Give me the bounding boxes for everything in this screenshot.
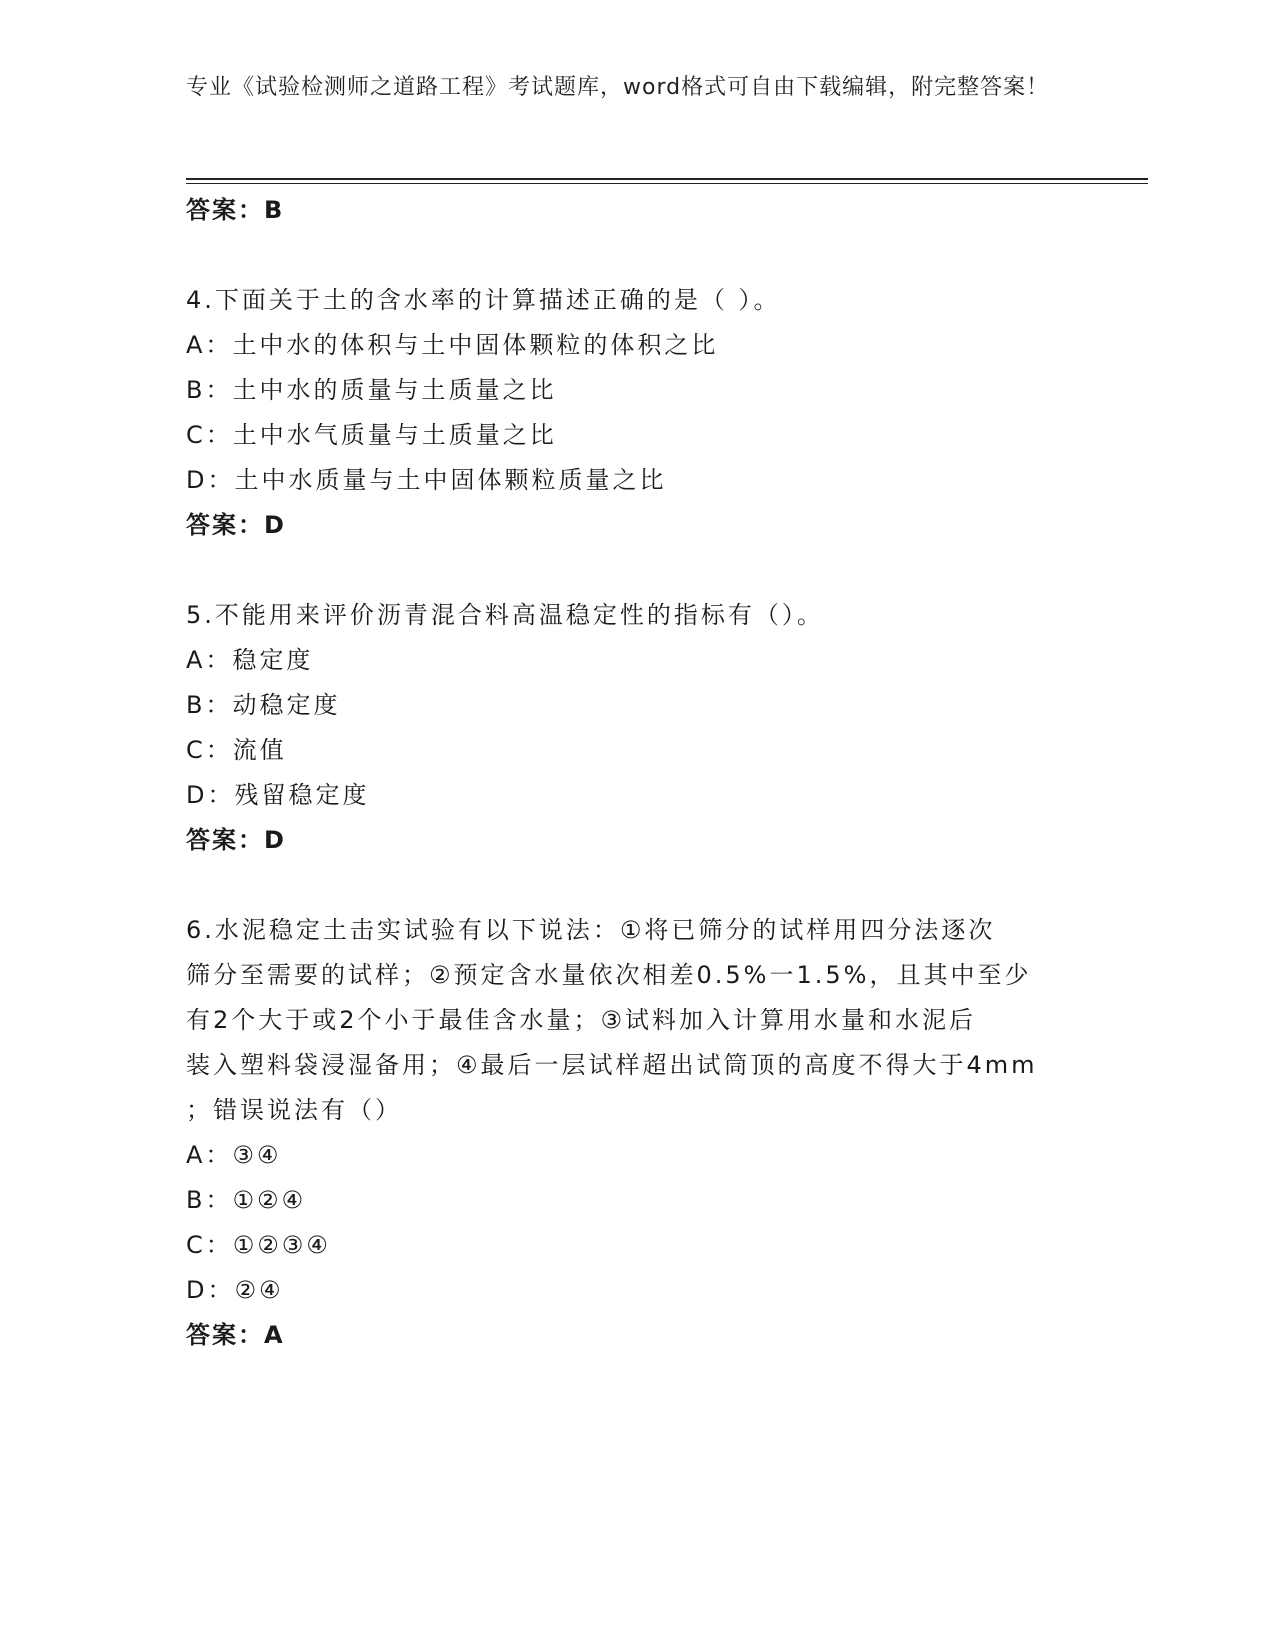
question-stem-line: 装入塑料袋浸湿备用；④最后一层试样超出试筒顶的高度不得大于4mm [186,1051,1038,1079]
answer-line: 答案：D [186,511,286,539]
question-block-6 [186,908,1106,1358]
previous-answer: 答案：B [186,196,285,224]
option-c: C：土中水气质量与土质量之比 [186,421,557,449]
spacer [186,863,1106,908]
option-c: C：①②③④ [186,1231,331,1259]
option-a: A：③④ [186,1141,282,1169]
header-divider [186,178,1148,180]
question-stem-line: 6.水泥稳定土击实试验有以下说法：①将已筛分的试样用四分法逐次 [186,916,996,944]
question-stem: 5.不能用来评价沥青混合料高温稳定性的指标有（）。 [186,601,824,629]
answer-line: 答案：A [186,1321,285,1349]
spacer [186,233,1106,278]
question-block-4 [186,278,1106,548]
option-b: B：动稳定度 [186,691,341,719]
option-b: B：①②④ [186,1186,307,1214]
question-stem: 4.下面关于土的含水率的计算描述正确的是（ ）。 [186,286,781,314]
option-b: B：土中水的质量与土质量之比 [186,376,557,404]
option-c: C：流值 [186,736,287,764]
spacer [186,548,1106,593]
option-d: D：残留稳定度 [186,781,370,809]
option-a: A：稳定度 [186,646,314,674]
question-block-5 [186,593,1106,863]
option-d: D：②④ [186,1276,284,1304]
question-stem-line: 筛分至需要的试样；②预定含水量依次相差0.5%一1.5%，且其中至少 [186,961,1032,989]
question-stem-line: 有2个大于或2个小于最佳含水量；③试料加入计算用水量和水泥后 [186,1006,977,1034]
document-header: 专业《试验检测师之道路工程》考试题库，word格式可自由下载编辑，附完整答案！ [186,75,1050,100]
answer-line: 答案：D [186,826,286,854]
option-d: D：土中水质量与土中固体颗粒质量之比 [186,466,667,494]
question-stem-line: ；错误说法有（） [186,1096,402,1124]
question-content [186,188,1106,1358]
option-a: A：土中水的体积与土中固体颗粒的体积之比 [186,331,719,359]
header-divider-thin [186,183,1148,184]
